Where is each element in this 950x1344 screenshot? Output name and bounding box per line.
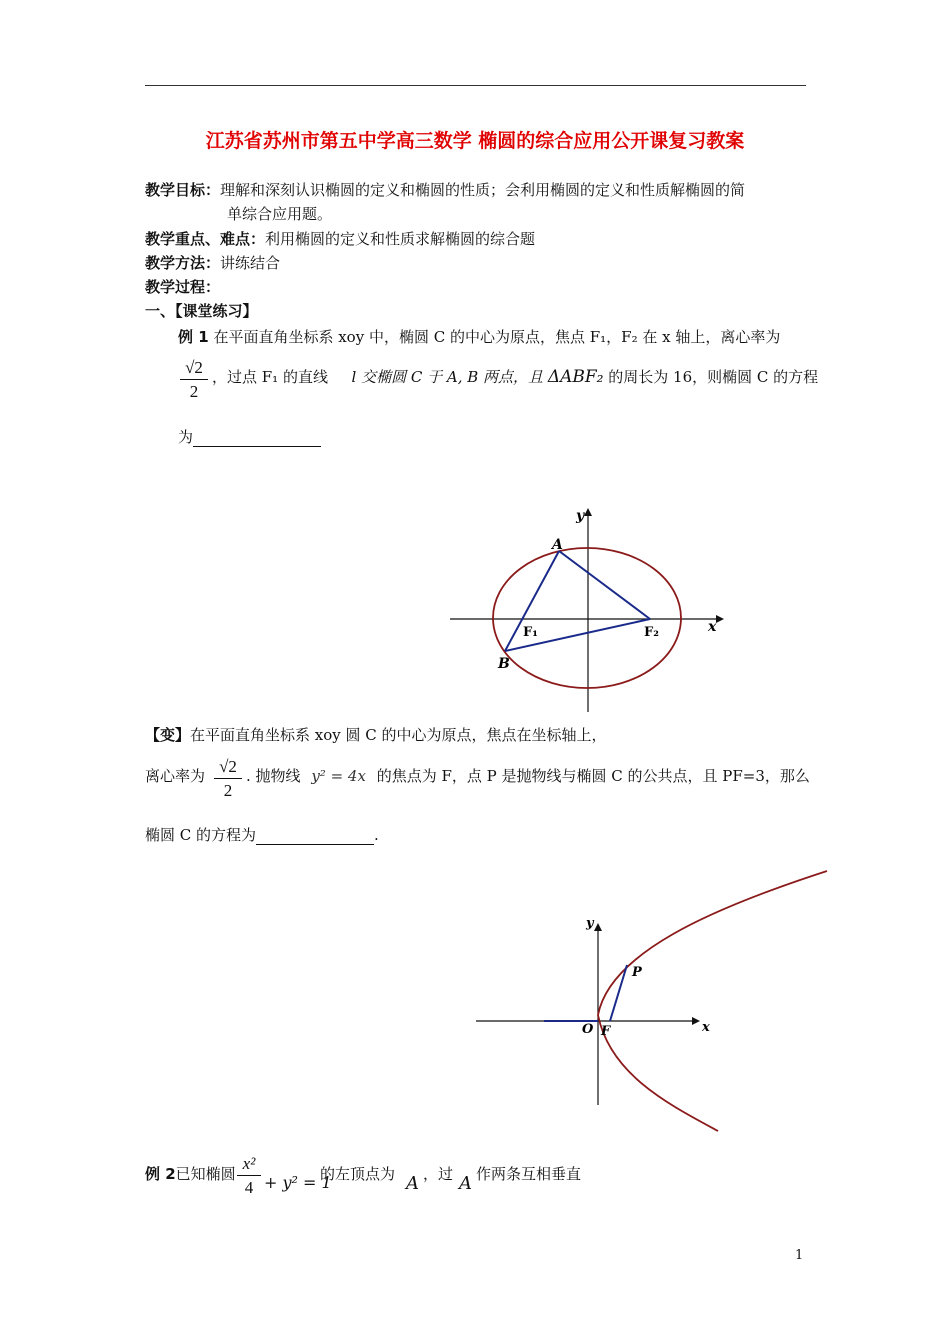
example1-text2b: l 交椭圆 C 于 A, B 两点，且 [351, 368, 544, 386]
variant-frac-num: √2 [219, 757, 237, 776]
process-label: 教学过程 [145, 278, 206, 296]
objective-text2: 单综合应用题。 [227, 205, 333, 223]
example2-line-start [145, 1163, 236, 1184]
example1-frac-num: √2 [185, 358, 203, 377]
example2-point-A1: A [406, 1173, 419, 1194]
example1-line3 [178, 426, 321, 447]
figure2-label-P: P [632, 965, 642, 980]
section1-heading: 一、【课堂练习】 [145, 302, 258, 320]
example2-frac-den: 4 [244, 1178, 254, 1197]
page-number: 1 [795, 1248, 804, 1263]
figure2-x-arrow [692, 1017, 700, 1025]
segment-AF2 [559, 551, 650, 619]
example2-equation-rest: + y² = 1 [264, 1173, 332, 1192]
example2-label: 例 2 [145, 1165, 176, 1183]
example2-text-a: 已知椭圆 [175, 1165, 236, 1183]
header-rule [145, 85, 806, 86]
figure1-label-x: x [708, 619, 717, 635]
figure1-label-A: A [552, 537, 563, 553]
variant-text2c: 的焦点为 F，点 P 是抛物线与椭圆 C 的公共点，且 PF=3，那么 [376, 767, 810, 785]
example2-text-d: 作两条互相垂直 [476, 1165, 582, 1183]
example2-point-A2: A [459, 1173, 472, 1194]
example1-text2c: 的周长为 16，则椭圆 C 的方程 [608, 368, 819, 386]
variant-line1 [145, 724, 607, 745]
variant-label: 【变】 [145, 726, 191, 744]
page-title: 江苏省苏州市第五中学高三数学 椭圆的综合应用公开课复习教案 [205, 130, 745, 152]
example2-frac-num: x² [242, 1154, 256, 1173]
example1-line2 [212, 366, 818, 387]
method-label: 教学方法 [145, 254, 206, 272]
variant-answer-blank [256, 830, 374, 845]
parabola-curve [598, 871, 827, 1131]
segment-PF [610, 965, 627, 1021]
example1-text3: 为 [178, 428, 194, 446]
figure2-label-y: y [586, 916, 594, 931]
figure1-label-F1: F₁ [523, 625, 538, 640]
figure1-label-y: y [576, 508, 585, 524]
example1-answer-blank [193, 432, 321, 447]
variant-text1: 在平面直角坐标系 xoy 圆 C 的中心为原点，焦点在坐标轴上， [190, 726, 607, 744]
objective-label: 教学目标 [145, 181, 206, 199]
figure2-label-F: F [601, 1024, 611, 1039]
objective-line1: 教学目标：理解和深刻认识椭圆的定义和椭圆的性质；会利用椭圆的定义和性质解椭圆的简 [145, 181, 746, 199]
example1-frac-den: 2 [189, 382, 199, 401]
variant-text3b: . [374, 826, 379, 844]
variant-frac-den: 2 [223, 781, 233, 800]
ellipse-figure [440, 500, 730, 720]
parabola-figure [470, 865, 835, 1140]
variant-line2 [246, 765, 810, 786]
keypoints-line: 教学重点、难点：利用椭圆的定义和性质求解椭圆的综合题 [145, 230, 536, 248]
variant-parabola-eq: y² = 4x [311, 767, 366, 785]
example1-text1: 在平面直角坐标系 xoy 中，椭圆 C 的中心为原点，焦点 F₁，F₂ 在 x 轴上，离心率为 [213, 328, 781, 346]
example2-text-b: 的左顶点为 [320, 1165, 396, 1183]
variant-fraction [214, 757, 242, 801]
example2-text-c: ，过 [423, 1165, 454, 1183]
example2-fraction [237, 1154, 261, 1198]
ellipse-curve [493, 548, 681, 688]
method-text: 讲练结合 [220, 254, 281, 272]
example1-line1 [178, 326, 780, 347]
example1-label: 例 1 [178, 328, 209, 346]
example1-triangle: ΔABF₂ [547, 367, 604, 387]
figure1-label-F2: F₂ [644, 625, 659, 640]
figure2-y-arrow [594, 923, 602, 931]
figure2-label-x: x [702, 1020, 710, 1035]
example1-fraction [180, 358, 208, 402]
example1-text2a: ，过点 F₁ 的直线 [212, 368, 328, 386]
objective-text1: 理解和深刻认识椭圆的定义和椭圆的性质；会利用椭圆的定义和性质解椭圆的简 [220, 181, 746, 199]
method-line: 教学方法：讲练结合 [145, 254, 281, 272]
figure2-label-O: O [582, 1022, 594, 1037]
variant-text2a: 离心率为 [145, 767, 206, 785]
figure1-x-arrow [716, 615, 724, 623]
variant-text2b: . 抛物线 [246, 767, 301, 785]
figure1-y-arrow [584, 508, 592, 516]
variant-text3a: 椭圆 C 的方程为 [145, 826, 257, 844]
variant-line3 [145, 824, 379, 845]
keypoints-text: 利用椭圆的定义和性质求解椭圆的综合题 [265, 230, 536, 248]
process-line: 教学过程： [145, 278, 221, 296]
figure1-label-B: B [498, 656, 510, 672]
keypoints-label: 教学重点、难点 [145, 230, 251, 248]
